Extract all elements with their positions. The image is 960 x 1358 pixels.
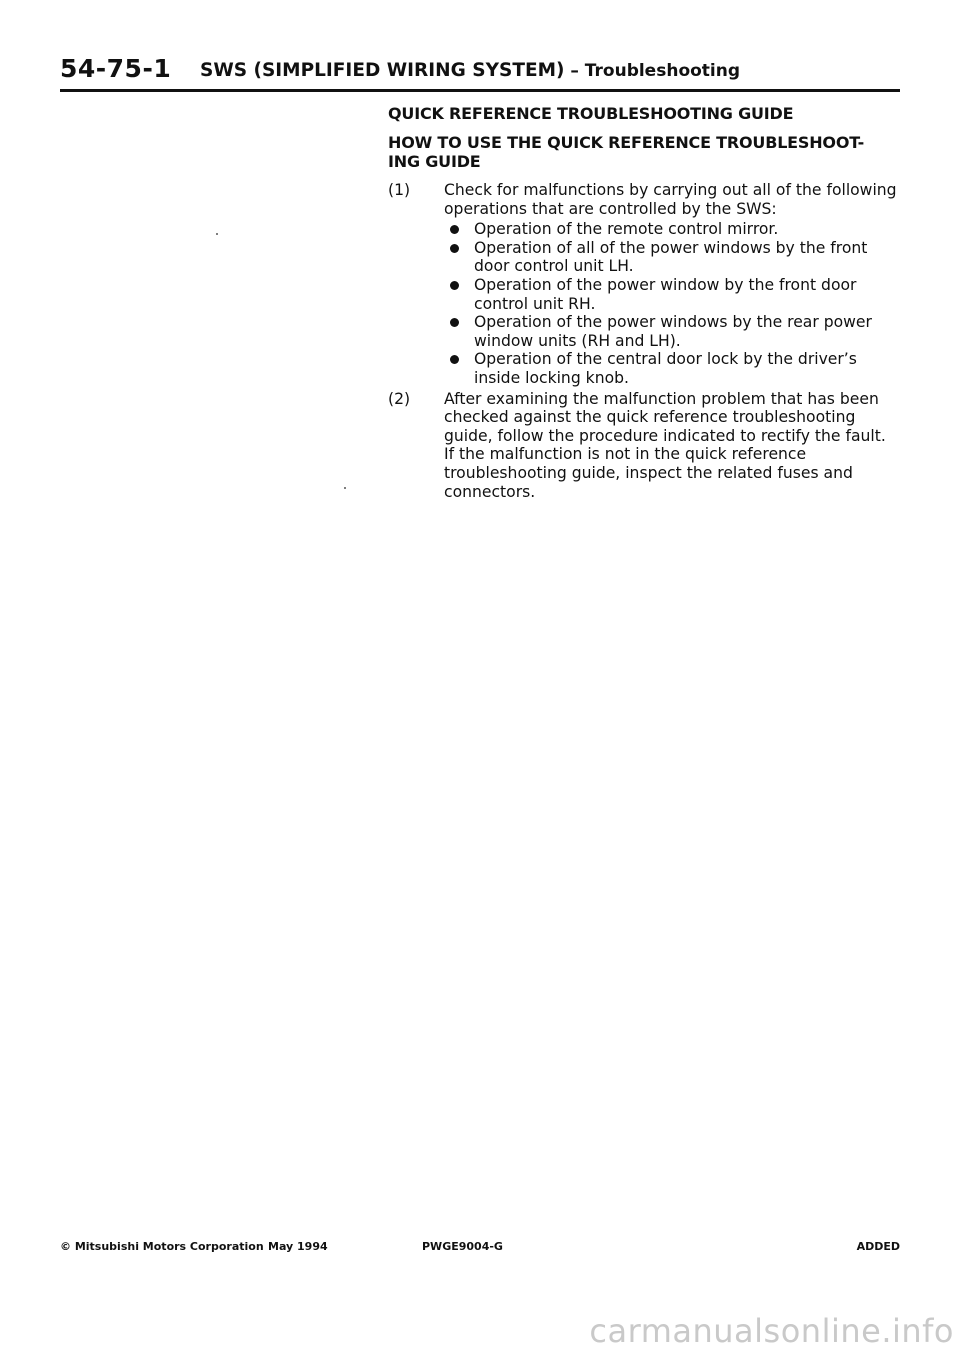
step-1 [388, 181, 904, 388]
bullet-icon [450, 225, 459, 234]
step-2-number: (2) [388, 389, 411, 408]
list-item-text: Operation of the power window by the front door control unit RH. [474, 275, 857, 313]
list-item [444, 350, 904, 387]
step-2-text-extra: If the malfunction is not in the quick reference troubleshooting guide, inspect the related fuses and connectors. [444, 445, 853, 501]
scan-speck [216, 233, 218, 235]
footer-date: May 1994 [268, 1240, 328, 1253]
step-2-text: After examining the malfunction problem that has been checked against the quick reference troubleshooting guide, follow the procedure indicated to rectify the fault. [444, 389, 886, 445]
watermark: carmanualsonline.info [589, 1312, 954, 1350]
page-footer [60, 1240, 900, 1260]
header-rule [60, 89, 900, 92]
list-item-text: Operation of all of the power windows by the front door control unit LH. [474, 238, 868, 276]
main-content [388, 104, 904, 501]
bullet-icon [450, 355, 459, 364]
list-item [444, 313, 904, 350]
list-item-text: Operation of the remote control mirror. [474, 220, 779, 239]
step-1-number: (1) [388, 181, 411, 199]
footer-copyright: © Mitsubishi Motors Corporation [60, 1240, 264, 1253]
scan-speck [344, 487, 346, 489]
list-item [444, 276, 904, 313]
guide-heading: QUICK REFERENCE TROUBLESHOOTING GUIDE [388, 104, 794, 123]
page-number: 54-75-1 [60, 54, 172, 83]
section-title [200, 60, 740, 81]
bullet-icon [450, 281, 459, 290]
step-1-intro: Check for malfunctions by carrying out all of the following operations that are controlled by the SWS: [444, 181, 897, 218]
step-2 [388, 390, 904, 502]
bullet-icon [450, 244, 459, 253]
bullet-icon [450, 318, 459, 327]
footer-status: ADDED [856, 1240, 900, 1253]
how-to-use-heading [388, 133, 904, 171]
how-to-use-heading-line1: HOW TO USE THE QUICK REFERENCE TROUBLESHOOT- [388, 133, 865, 152]
section-dash: – [564, 61, 585, 81]
list-item-text: Operation of the power windows by the rear power window units (RH and LH). [474, 313, 872, 350]
list-item [444, 220, 904, 239]
how-to-use-heading-line2: ING GUIDE [388, 152, 481, 171]
list-item-text: Operation of the central door lock by the driver’s inside locking knob. [474, 350, 857, 387]
step-1-bullet-list [444, 220, 904, 387]
footer-document-code: PWGE9004-G [422, 1240, 503, 1253]
page-header [60, 52, 900, 92]
list-item [444, 239, 904, 276]
section-title-main: SWS (SIMPLIFIED WIRING SYSTEM) [200, 60, 565, 81]
section-subtitle: Troubleshooting [584, 61, 741, 81]
